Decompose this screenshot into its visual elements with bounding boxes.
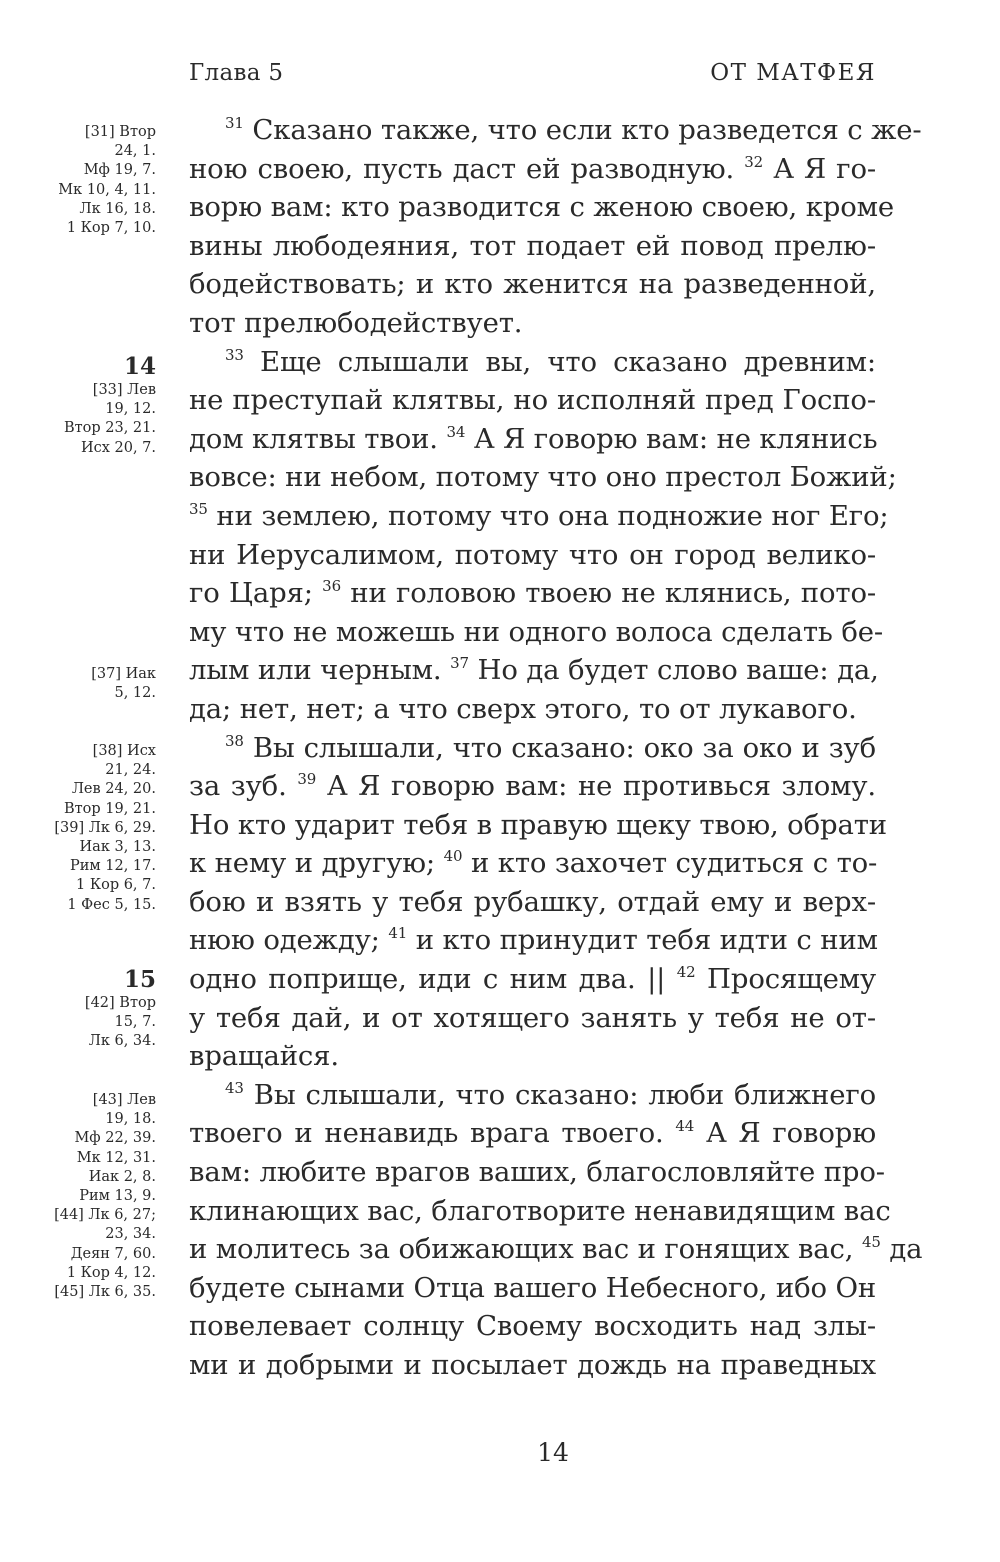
cross-reference: [45] Лк 6, 35. (54, 1284, 156, 1301)
cross-reference: Иак 3, 13. (79, 839, 156, 856)
text-line (189, 343, 876, 382)
margin-note (91, 665, 156, 703)
text-line (189, 729, 876, 768)
verse-number: 44 (675, 1117, 695, 1136)
text-line (189, 111, 922, 150)
verse-text: лым или черным. (189, 654, 451, 687)
text-line (189, 1192, 891, 1231)
text-line (189, 420, 876, 459)
verse-text: му что не можешь ни одного волоса сделать бе- (189, 615, 884, 648)
text-line (189, 1230, 923, 1269)
cross-reference: [43] Лев (92, 1092, 156, 1108)
verse-number: 40 (443, 847, 463, 866)
verse-text: А Я говорю (694, 1117, 876, 1150)
verse-text: за зуб. (189, 770, 298, 803)
text-line (189, 188, 894, 227)
cross-reference: [44] Лк 6, 27; (54, 1207, 156, 1224)
cross-reference: Мф 22, 39. (74, 1130, 156, 1147)
cross-reference: 1 Кор 7, 10. (66, 220, 156, 237)
verse-text: Вы слышали, что сказано: око за око и зуб (243, 731, 876, 764)
verse-number: 39 (297, 770, 317, 789)
text-line (189, 1076, 876, 1115)
text-line (189, 150, 876, 189)
cross-reference: Рим 13, 9. (79, 1188, 156, 1205)
cross-reference: 23, 34. (105, 1226, 156, 1243)
verse-text: вам: любите врагов ваших, благословляйте про- (189, 1156, 885, 1189)
verse-text: твоего и ненавидь врага твоего. (189, 1117, 676, 1150)
verse-number: 37 (450, 654, 469, 673)
margin-note (64, 353, 156, 458)
text-line (189, 1114, 876, 1153)
verse-text: одно поприще, иди с ним два. || (189, 963, 677, 996)
verse-text: Но кто ударит тебя в правую щеку твою, обрати (189, 808, 887, 841)
section-number: 14 (123, 353, 156, 380)
text-line (189, 536, 876, 575)
verse-text: да; нет, нет; а что сверх этого, то от лукавого. (189, 692, 857, 725)
cross-reference: Мк 12, 31. (76, 1149, 156, 1166)
cross-reference: 19, 12. (105, 401, 156, 418)
cross-reference: Втор 23, 21. (63, 420, 156, 437)
cross-reference: 21, 24. (105, 762, 156, 779)
verse-text: нюю одежду; (189, 924, 389, 957)
verse-text: не преступай клятвы, но исполняй пред Госпо- (189, 384, 876, 417)
text-line (189, 265, 876, 304)
scripture-text (189, 111, 923, 1385)
verse-text: вовсе: ни небом, потому что оно престол Божий; (189, 461, 897, 494)
verse-number: 34 (446, 422, 466, 441)
verse-text: Еще слышали вы, что сказано древним: (243, 345, 876, 378)
text-line (189, 613, 884, 652)
cross-reference: Лк 6, 34. (88, 1033, 156, 1050)
cross-reference: Втор 19, 21. (63, 800, 156, 817)
verse-text: повелевает солнцу Своему восходить над злы- (189, 1310, 876, 1343)
margin-note (58, 123, 156, 238)
text-line (189, 1346, 876, 1385)
verse-text: го Царя; (189, 577, 323, 610)
text-line (189, 574, 876, 613)
verse-text: и молитесь за обижающих вас и гонящих вас, (189, 1233, 862, 1266)
verse-text: А Я говорю вам: не противься злому. (316, 770, 876, 803)
running-head-chapter: Глава 5 (189, 60, 284, 86)
verse-text: будете сынами Отца вашего Небесного, ибо Он (189, 1271, 877, 1304)
verse-text: ною своею, пусть даст ей разводную. (189, 152, 745, 185)
text-line (189, 497, 889, 536)
running-head-book: ОТ МАТФЕЯ (710, 60, 876, 86)
verse-text: бодействовать; и кто женится на разведенной, (189, 268, 876, 301)
text-line (189, 381, 876, 420)
text-line (189, 999, 876, 1038)
verse-number: 43 (225, 1078, 244, 1097)
cross-reference: [42] Втор (84, 995, 156, 1011)
cross-reference: Иак 2, 8. (88, 1168, 156, 1185)
verse-text: и кто захочет судиться с то- (462, 847, 878, 880)
cross-reference: [31] Втор (84, 124, 156, 140)
text-line (189, 227, 876, 266)
verse-text: вращайся. (189, 1040, 339, 1073)
verse-number: 36 (322, 577, 341, 596)
verse-text: тот прелюбодействует. (189, 306, 523, 339)
text-line (189, 767, 876, 806)
text-line (189, 651, 879, 690)
verse-text: да (880, 1233, 923, 1266)
margin-note (85, 966, 156, 1052)
cross-reference: 15, 7. (114, 1014, 156, 1031)
verse-number: 45 (861, 1233, 881, 1252)
cross-reference: Исх 20, 7. (80, 439, 156, 456)
text-line (189, 921, 876, 960)
section-number: 15 (123, 966, 156, 993)
verse-text: ни головою твоею не клянись, пото- (340, 577, 876, 610)
text-line (189, 883, 876, 922)
cross-reference: 24, 1. (114, 143, 156, 160)
text-line (189, 1307, 876, 1346)
text-line (189, 690, 876, 729)
verse-text: ни Иерусалимом, потому что он город велико- (189, 538, 876, 571)
text-line (189, 844, 876, 883)
cross-reference: Лк 16, 18. (79, 200, 156, 217)
verse-number: 38 (225, 731, 244, 750)
verse-text: Вы слышали, что сказано: люби ближнего (243, 1078, 876, 1111)
verse-text: ми и добрыми и посылает дождь на праведных (189, 1349, 876, 1381)
margin-note (54, 1091, 156, 1302)
verse-number: 35 (189, 499, 208, 518)
cross-reference: Мф 19, 7. (83, 162, 156, 179)
text-line (189, 960, 876, 999)
text-line (189, 806, 887, 845)
cross-reference: Деян 7, 60. (70, 1245, 156, 1262)
verse-text: А Я говорю вам: не клянись (465, 422, 878, 455)
verse-text: Сказано также, что если кто разведется с же- (243, 114, 922, 146)
text-line (189, 1153, 885, 1192)
verse-text: у тебя дай, и от хотящего занять у тебя не от- (189, 1001, 876, 1034)
cross-reference: 5, 12. (114, 685, 156, 702)
verse-number: 32 (744, 152, 764, 171)
verse-text: ворю вам: кто разводится с женою своею, кроме (189, 191, 894, 224)
cross-reference: Лев 24, 20. (71, 781, 156, 798)
cross-reference: [39] Лк 6, 29. (54, 819, 156, 836)
cross-reference: [37] Иак (91, 666, 156, 682)
verse-number: 33 (225, 345, 244, 364)
verse-text: клинающих вас, благотворите ненавидящим вас (189, 1194, 891, 1227)
verse-text: бою и взять у тебя рубашку, отдай ему и верх- (189, 885, 876, 918)
verse-text: дом клятвы твои. (189, 422, 447, 455)
verse-text: А Я го- (763, 152, 876, 185)
verse-number: 41 (388, 924, 408, 943)
text-line (189, 1269, 876, 1308)
verse-text: Просящему (695, 963, 877, 996)
cross-reference: Рим 12, 17. (69, 858, 156, 875)
verse-number: 42 (676, 963, 696, 982)
text-line (189, 1037, 876, 1076)
cross-reference: Мк 10, 4, 11. (58, 181, 156, 198)
verse-text: вины любодеяния, тот подает ей повод прелю- (189, 229, 876, 262)
cross-reference: [38] Исх (92, 743, 156, 759)
cross-reference: 1 Кор 6, 7. (76, 877, 156, 894)
cross-reference: 1 Фес 5, 15. (67, 896, 156, 913)
text-line (189, 458, 897, 497)
verse-text: и кто принудит тебя идти с ним (407, 924, 878, 957)
text-line (189, 304, 876, 343)
verse-text: Но да будет слово ваше: да, (468, 654, 879, 687)
margin-note (54, 742, 156, 915)
verse-text: к нему и другую; (189, 847, 444, 880)
cross-reference: [33] Лев (92, 382, 156, 398)
verse-text: ни землею, потому что она подножие ног Его; (207, 499, 889, 532)
verse-number: 31 (225, 114, 244, 132)
page-number: 14 (537, 1438, 569, 1467)
cross-reference: 1 Кор 4, 12. (66, 1264, 156, 1281)
cross-reference: 19, 18. (105, 1111, 156, 1128)
